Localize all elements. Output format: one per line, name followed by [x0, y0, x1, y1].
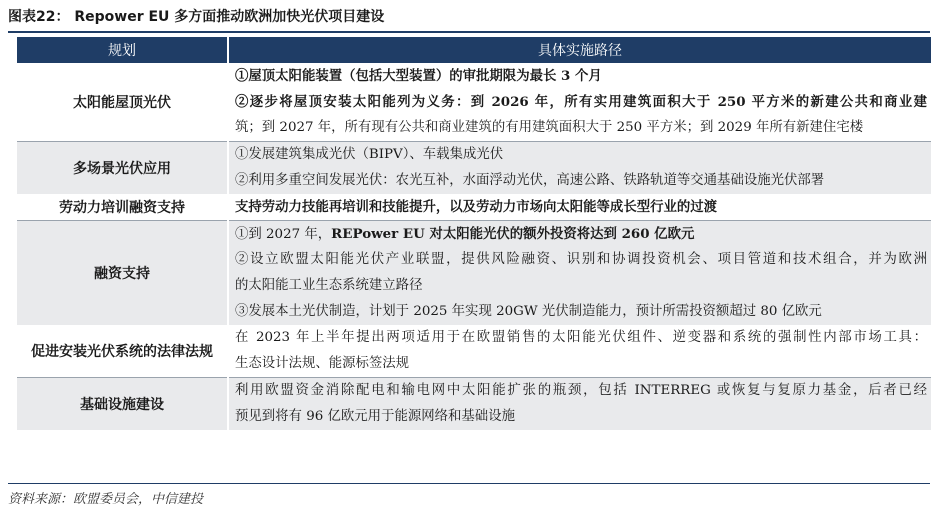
path-cell — [228, 194, 931, 221]
path-line: ②设立欧盟太阳能光伏产业联盟，提供风险融资、识别和协调投资机会、项目管道和技术组合，并为欧洲 — [235, 252, 927, 267]
path-line: 预见到将有 96 亿欧元用于能源网络和基础设施 — [235, 409, 515, 424]
plan-table — [17, 37, 931, 430]
table-row — [17, 325, 931, 378]
table-row — [17, 142, 931, 195]
plan-name: 劳动力培训融资支持 — [17, 194, 228, 221]
plan-name: 太阳能屋顶光伏 — [17, 63, 228, 142]
path-line: 生态设计法规、能源标签法规 — [235, 356, 410, 371]
table-row — [17, 378, 931, 431]
header-path: 具体实施路径 — [228, 37, 931, 63]
table-row — [17, 63, 931, 142]
path-line: 利用欧盟资金消除配电和输电网中太阳能扩张的瓶颈，包括 INTERREG 或恢复与复原力基金，后者已经 — [235, 383, 927, 398]
path-cell — [228, 325, 931, 378]
table-row — [17, 194, 931, 221]
path-cell — [228, 378, 931, 431]
path-line-bold: ②逐步将屋顶安装太阳能列为义务：到 2026 年，所有实用建筑面积大于 250 平方米的新建公共和商业建 — [235, 94, 927, 110]
table-row — [17, 221, 931, 326]
plan-name: 融资支持 — [17, 221, 228, 326]
path-line: ①屋顶太阳能装置（包括大型装置）的审批期限为最长 3 个月 — [235, 68, 602, 84]
path-cell — [228, 63, 931, 142]
path-cell — [228, 221, 931, 326]
title-rule — [8, 31, 930, 33]
path-line: 在 2023 年上半年提出两项适用于在欧盟销售的太阳能光伏组件、逆变器和系统的强制性内部市场工具： — [235, 330, 927, 345]
path-line-prefix: ①到 2027 年， — [235, 227, 332, 242]
path-cell — [228, 142, 931, 195]
path-line: ②利用多重空间发展光伏：农光互补，水面浮动光伏，高速公路、铁路轨道等交通基础设施光伏部署 — [235, 173, 825, 188]
figure-title: 图表22： Repower EU 多方面推动欧洲加快光伏项目建设 — [8, 9, 385, 25]
header-plan: 规划 — [17, 37, 228, 63]
path-line: 支持劳动力技能再培训和技能提升，以及劳动力市场向太阳能等成长型行业的过渡 — [235, 199, 718, 215]
table-header-row — [17, 37, 931, 63]
path-line-bold: REPower EU 对太阳能光伏的额外投资将达到 260 亿欧元 — [331, 226, 695, 242]
plan-name: 促进安装光伏系统的法律法规 — [17, 325, 228, 378]
plan-name: 基础设施建设 — [17, 378, 228, 431]
path-line: ③发展本土光伏制造，计划于 2025 年实现 20GW 光伏制造能力，预计所需投资额超过 80 亿欧元 — [235, 304, 822, 319]
path-line: 的太阳能工业生态系统建立路径 — [235, 278, 423, 293]
plan-name: 多场景光伏应用 — [17, 142, 228, 195]
path-line: ①发展建筑集成光伏（BIPV）、车载集成光伏 — [235, 147, 504, 162]
source-note: 资料来源：欧盟委员会，中信建投 — [8, 492, 204, 507]
bottom-rule — [8, 483, 930, 484]
path-line: 筑；到 2027 年，所有现有公共和商业建筑的有用建筑面积大于 250 平方米；到 2029 年所有新建住宅楼 — [235, 120, 864, 135]
path-line — [235, 221, 927, 247]
path-line — [235, 89, 927, 115]
